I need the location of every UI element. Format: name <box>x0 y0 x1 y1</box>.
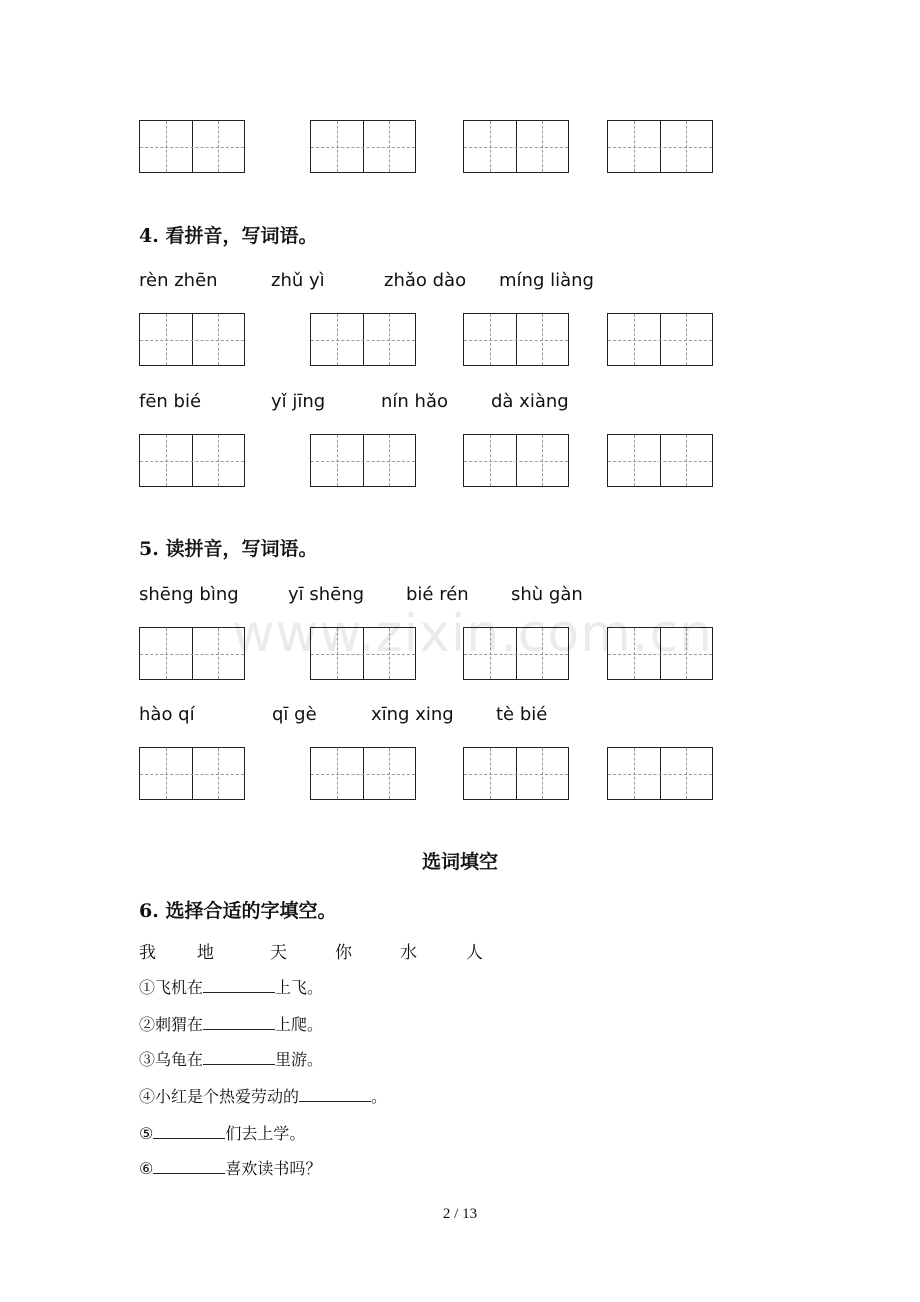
writing-box <box>310 747 416 800</box>
answer-blank[interactable] <box>203 1015 275 1030</box>
grid-line <box>634 121 635 172</box>
grid-line <box>686 435 687 486</box>
fill-item-3 <box>139 1047 323 1070</box>
grid-line <box>634 435 635 486</box>
grid-line <box>337 121 338 172</box>
watermark: www.zixin.com.cn <box>232 604 713 664</box>
fill-item-suffix: 上飞。 <box>275 978 324 997</box>
writing-box <box>310 434 416 487</box>
grid-line <box>311 147 415 148</box>
grid-line <box>389 314 390 365</box>
writing-box-row-4 <box>139 747 715 803</box>
grid-line <box>218 314 219 365</box>
grid-line <box>140 340 244 341</box>
grid-line <box>490 314 491 365</box>
grid-line <box>608 147 712 148</box>
writing-box-row-2 <box>139 434 715 490</box>
writing-box <box>607 747 713 800</box>
grid-line <box>686 314 687 365</box>
page-number: 2 / 13 <box>442 1206 478 1222</box>
fill-item-2 <box>139 1012 323 1035</box>
pinyin-item: yǐ jīng <box>271 391 326 412</box>
grid-line <box>490 121 491 172</box>
fill-item-5 <box>139 1121 305 1144</box>
grid-line <box>490 748 491 799</box>
pinyin-item: hào qí <box>139 704 195 725</box>
fill-item-prefix: ①飞机在 <box>139 978 204 997</box>
fill-item-prefix: ②刺猬在 <box>139 1015 204 1034</box>
pinyin-item: zhǔ yì <box>271 270 325 291</box>
fill-item-prefix: ④小红是个热爱劳动的 <box>139 1087 300 1106</box>
grid-line <box>464 340 568 341</box>
writing-box <box>139 747 245 800</box>
pinyin-item: yī shēng <box>288 584 365 605</box>
pinyin-item: bié rén <box>406 584 469 605</box>
grid-line <box>608 774 712 775</box>
choice-word: 你 <box>335 943 352 963</box>
answer-blank[interactable] <box>203 1050 275 1065</box>
fill-item-prefix: ③乌龟在 <box>139 1050 204 1069</box>
grid-line <box>140 461 244 462</box>
pinyin-item: tè bié <box>496 704 548 725</box>
pinyin-item: xīng xing <box>371 704 454 725</box>
grid-line <box>490 435 491 486</box>
grid-line <box>140 774 244 775</box>
grid-line <box>337 435 338 486</box>
grid-line <box>464 774 568 775</box>
grid-line <box>542 314 543 365</box>
fill-item-suffix: 喜欢读书吗？ <box>225 1159 322 1178</box>
pinyin-item: qī gè <box>272 704 317 725</box>
writing-box <box>139 313 245 366</box>
writing-box <box>607 313 713 366</box>
grid-line <box>218 748 219 799</box>
writing-box <box>139 434 245 487</box>
grid-line <box>218 435 219 486</box>
fill-item-6 <box>139 1156 321 1179</box>
writing-box <box>463 313 569 366</box>
grid-line <box>166 435 167 486</box>
grid-line <box>140 147 244 148</box>
writing-box <box>139 627 245 680</box>
grid-line <box>311 774 415 775</box>
pinyin-item: dà xiàng <box>491 391 569 412</box>
grid-line <box>218 628 219 679</box>
answer-blank[interactable] <box>153 1159 225 1174</box>
grid-line <box>389 748 390 799</box>
grid-line <box>686 748 687 799</box>
answer-blank[interactable] <box>299 1087 371 1102</box>
choice-word: 我 <box>139 943 156 963</box>
grid-line <box>542 435 543 486</box>
fill-item-suffix: 上爬。 <box>275 1015 324 1034</box>
grid-line <box>464 461 568 462</box>
pinyin-item: rèn zhēn <box>139 270 218 291</box>
writing-box <box>463 434 569 487</box>
writing-box <box>463 747 569 800</box>
writing-box <box>607 434 713 487</box>
grid-line <box>166 121 167 172</box>
pinyin-item: shù gàn <box>511 584 583 605</box>
grid-line <box>140 654 244 655</box>
choice-word: 人 <box>466 943 483 963</box>
grid-line <box>542 121 543 172</box>
writing-box <box>463 120 569 173</box>
fill-item-4 <box>139 1084 387 1107</box>
writing-box-row-0 <box>139 120 715 176</box>
grid-line <box>608 461 712 462</box>
section6-heading: 6. 选择合适的字填空。 <box>139 900 337 922</box>
fill-item-suffix: 。 <box>371 1087 388 1106</box>
grid-line <box>337 314 338 365</box>
grid-line <box>608 340 712 341</box>
answer-blank[interactable] <box>153 1124 225 1139</box>
section4-heading: 4. 看拼音，写词语。 <box>139 225 318 247</box>
fill-item-prefix: ⑤ <box>139 1124 154 1143</box>
choice-word: 天 <box>270 943 287 963</box>
pinyin-item: zhǎo dào <box>384 270 467 291</box>
grid-line <box>337 748 338 799</box>
choice-word: 地 <box>197 943 214 963</box>
fill-item-suffix: 里游。 <box>275 1050 324 1069</box>
grid-line <box>166 628 167 679</box>
pinyin-item: míng liàng <box>499 270 594 291</box>
grid-line <box>542 748 543 799</box>
writing-box <box>310 313 416 366</box>
writing-box <box>607 120 713 173</box>
grid-line <box>389 435 390 486</box>
grid-line <box>311 461 415 462</box>
fill-item-suffix: 们去上学。 <box>225 1124 306 1143</box>
fill-item-prefix: ⑥ <box>139 1159 154 1178</box>
pinyin-item: fēn bié <box>139 391 202 412</box>
grid-line <box>634 748 635 799</box>
part-title: 选词填空 <box>421 851 498 873</box>
grid-line <box>389 121 390 172</box>
pinyin-item: nín hǎo <box>381 391 448 412</box>
grid-line <box>218 121 219 172</box>
grid-line <box>634 314 635 365</box>
writing-box-row-1 <box>139 313 715 369</box>
choice-word: 水 <box>400 943 417 963</box>
grid-line <box>166 748 167 799</box>
grid-line <box>166 314 167 365</box>
pinyin-item: shēng bìng <box>139 584 239 605</box>
grid-line <box>311 340 415 341</box>
fill-item-1 <box>139 975 323 998</box>
answer-blank[interactable] <box>203 978 275 993</box>
writing-box <box>139 120 245 173</box>
writing-box <box>310 120 416 173</box>
section5-heading: 5. 读拼音，写词语。 <box>139 538 318 560</box>
grid-line <box>464 147 568 148</box>
grid-line <box>686 121 687 172</box>
